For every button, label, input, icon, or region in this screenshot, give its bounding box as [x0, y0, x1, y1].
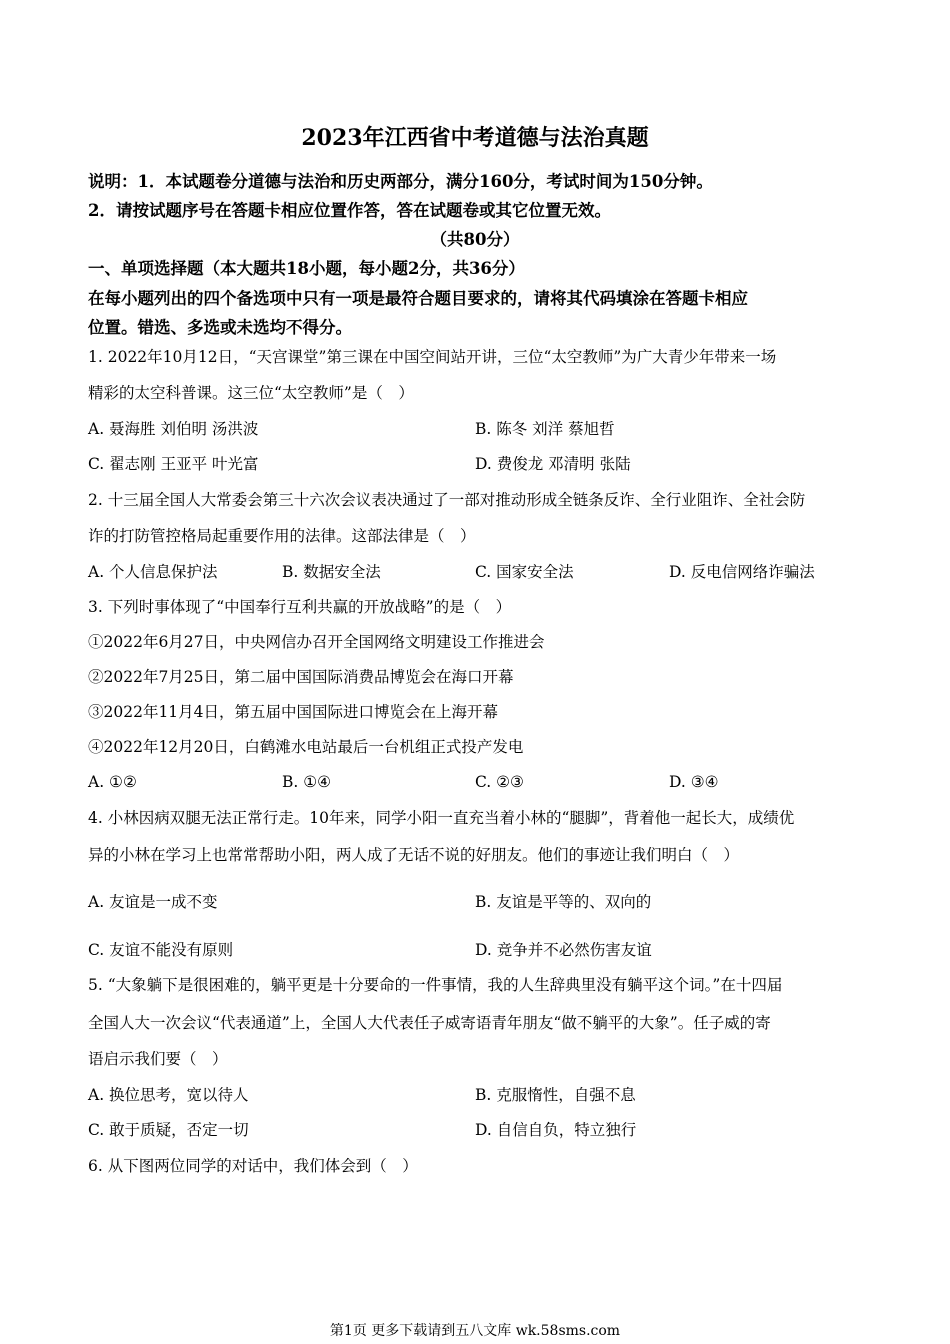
q2-option-c: C. 国家安全法	[475, 563, 574, 581]
question-1-line-1: 1. 2022年10月12日，“天宫课堂”第三课在中国空间站开讲，三位“太空教师”为广大青少年带来一场	[88, 348, 777, 366]
q4-option-d: D. 竞争并不必然伤害友谊	[475, 941, 652, 959]
q3-option-d: D. ③④	[669, 773, 719, 791]
section-heading: 一、单项选择题（本大题共18小题，每小题2分，共36分）	[88, 259, 525, 278]
q3-option-c: C. ②③	[475, 773, 524, 791]
q3-option-a: A. ①②	[88, 773, 137, 791]
question-3-line-1: 3. 下列时事体现了“中国奉行互利共赢的开放战略”的是（ ）	[88, 598, 512, 616]
question-4-line-2: 异的小林在学习上也常常帮助小阳，两人成了无话不说的好朋友。他们的事迹让我们明白（ ）	[88, 846, 740, 864]
note-line-2: 2．请按试题序号在答题卡相应位置作答，答在试题卷或其它位置无效。	[88, 201, 611, 220]
q4-option-c: C. 友谊不能没有原则	[88, 941, 234, 959]
q3-option-b: B. ①④	[282, 773, 332, 791]
q4-option-b: B. 友谊是平等的、双向的	[475, 893, 652, 911]
question-6-line-1: 6. 从下图两位同学的对话中，我们体会到（ ）	[88, 1157, 418, 1175]
question-2-line-1: 2. 十三届全国人大常委会第三十六次会议表决通过了一部对推动形成全链条反诈、全行业阻诈、全社会防	[88, 491, 806, 509]
q5-option-b: B. 克服惰性，自强不息	[475, 1086, 636, 1104]
question-5-line-3: 语启示我们要（ ）	[88, 1050, 228, 1068]
q4-option-a: A. 友谊是一成不变	[88, 893, 218, 911]
q1-option-c: C. 翟志刚 王亚平 叶光富	[88, 455, 259, 473]
q1-option-d: D. 费俊龙 邓清明 张陆	[475, 455, 631, 473]
question-4-line-1: 4. 小林因病双腿无法正常行走。10年来，同学小阳一直充当着小林的“腿脚”，背着他一起长大，成绩优	[88, 809, 795, 827]
q1-option-b: B. 陈冬 刘洋 蔡旭哲	[475, 420, 615, 438]
question-1-line-2: 精彩的太空科普课。这三位“太空教师”是（ ）	[88, 384, 414, 402]
q5-option-c: C. 敢于质疑，否定一切	[88, 1121, 249, 1139]
note-line-1: 说明：1．本试题卷分道德与法治和历史两部分，满分160分，考试时间为150分钟。	[88, 172, 713, 191]
score-total: （共80分）	[430, 230, 520, 249]
q5-option-d: D. 自信自负，特立独行	[475, 1121, 637, 1139]
q2-option-d: D. 反电信网络诈骗法	[669, 563, 815, 581]
page-footer: 第1页 更多下载请到五八文库 wk.58sms.com	[329, 1323, 621, 1339]
question-5-line-1: 5. “大象躺下是很困难的，躺平更是十分要命的一件事情，我的人生辞典里没有躺平这个词。”在十四届	[88, 976, 783, 994]
page-title: 2023年江西省中考道德与法治真题	[301, 125, 649, 151]
q5-option-a: A. 换位思考，宽以待人	[88, 1086, 249, 1104]
question-3-item-3: ③2022年11月4日，第五届中国国际进口博览会在上海开幕	[88, 703, 499, 721]
question-3-item-2: ②2022年7月25日，第二届中国国际消费品博览会在海口开幕	[88, 668, 514, 686]
q2-option-b: B. 数据安全法	[282, 563, 381, 581]
q1-option-a: A. 聂海胜 刘伯明 汤洪波	[88, 420, 259, 438]
question-2-line-2: 诈的打防管控格局起重要作用的法律。这部法律是（ ）	[88, 527, 476, 545]
question-5-line-2: 全国人大一次会议“代表通道”上，全国人大代表任子威寄语青年朋友“做不躺平的大象”。任子威的寄	[88, 1014, 771, 1032]
q2-option-a: A. 个人信息保护法	[88, 563, 218, 581]
question-3-item-1: ①2022年6月27日，中央网信办召开全国网络文明建设工作推进会	[88, 633, 545, 651]
section-instruction-2: 位置。错选、多选或未选均不得分。	[88, 318, 352, 337]
section-instruction-1: 在每小题列出的四个备选项中只有一项是最符合题目要求的，请将其代码填涂在答题卡相应	[88, 289, 748, 308]
question-3-item-4: ④2022年12月20日，白鹤滩水电站最后一台机组正式投产发电	[88, 738, 524, 756]
